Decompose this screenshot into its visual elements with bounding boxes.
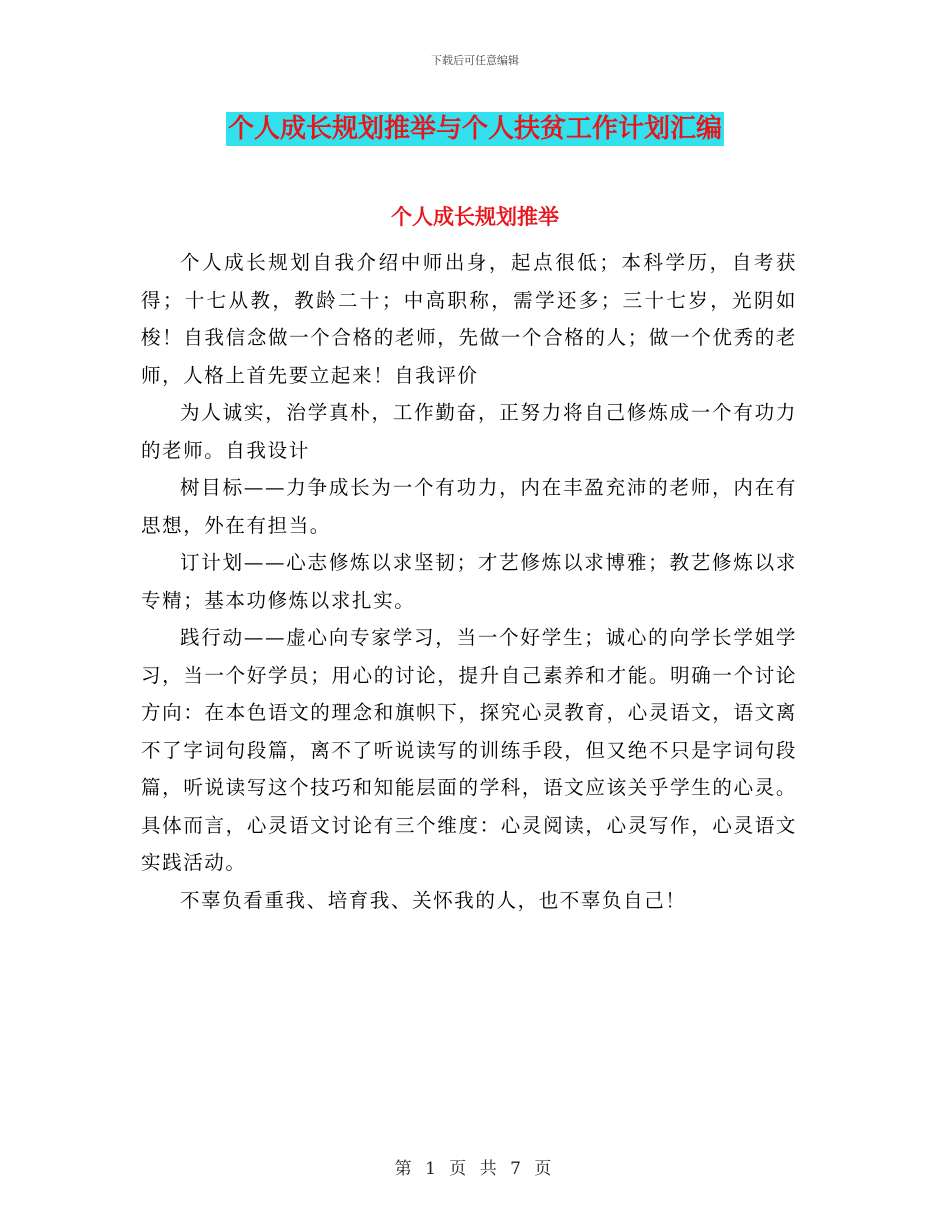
header-note: 下载后可任意编辑 bbox=[431, 54, 519, 67]
paragraph: 树目标——力争成长为一个有功力，内在丰盈充沛的老师，内在有思想，外在有担当。 bbox=[141, 476, 797, 537]
paragraph: 为人诚实，治学真朴，工作勤奋，正努力将自己修炼成一个有功力的老师。自我设计 bbox=[141, 401, 797, 462]
paragraph: 订计划——心志修炼以求坚韧；才艺修炼以求博雅；教艺修炼以求专精；基本功修炼以求扎实。 bbox=[141, 551, 797, 612]
section-title: 个人成长规划推举 bbox=[391, 205, 559, 229]
document-title-container bbox=[0, 112, 950, 146]
page-number-footer: 第 1 页 共 7 页 bbox=[394, 1159, 556, 1179]
document-title: 个人成长规划推举与个人扶贫工作计划汇编 bbox=[227, 114, 722, 144]
paragraph: 个人成长规划自我介绍中师出身，起点很低；本科学历，自考获得；十七从教，教龄二十；中高职称，需学还多；三十七岁，光阴如梭！自我信念做一个合格的老师，先做一个合格的人；做一个优秀的老师，人格上首先要立起来！自我评价 bbox=[141, 251, 797, 387]
paragraph: 不辜负看重我、培育我、关怀我的人，也不辜负自己！ bbox=[180, 888, 687, 912]
document-body bbox=[141, 244, 797, 919]
paragraph: 践行动——虚心向专家学习，当一个好学生；诚心的向学长学姐学习，当一个好学员；用心的讨论，提升自己素养和才能。明确一个讨论方向：在本色语文的理念和旗帜下，探究心灵教育，心灵语文，语文离不了字词句段篇，离不了听说读写的训练手段，但又绝不只是字词句段篇，听说读写这个技巧和知能层面的学科，语文应该关乎学生的心灵。具体而言，心灵语文讨论有三个维度：心灵阅读，心灵写作，心灵语文实践活动。 bbox=[141, 626, 797, 874]
